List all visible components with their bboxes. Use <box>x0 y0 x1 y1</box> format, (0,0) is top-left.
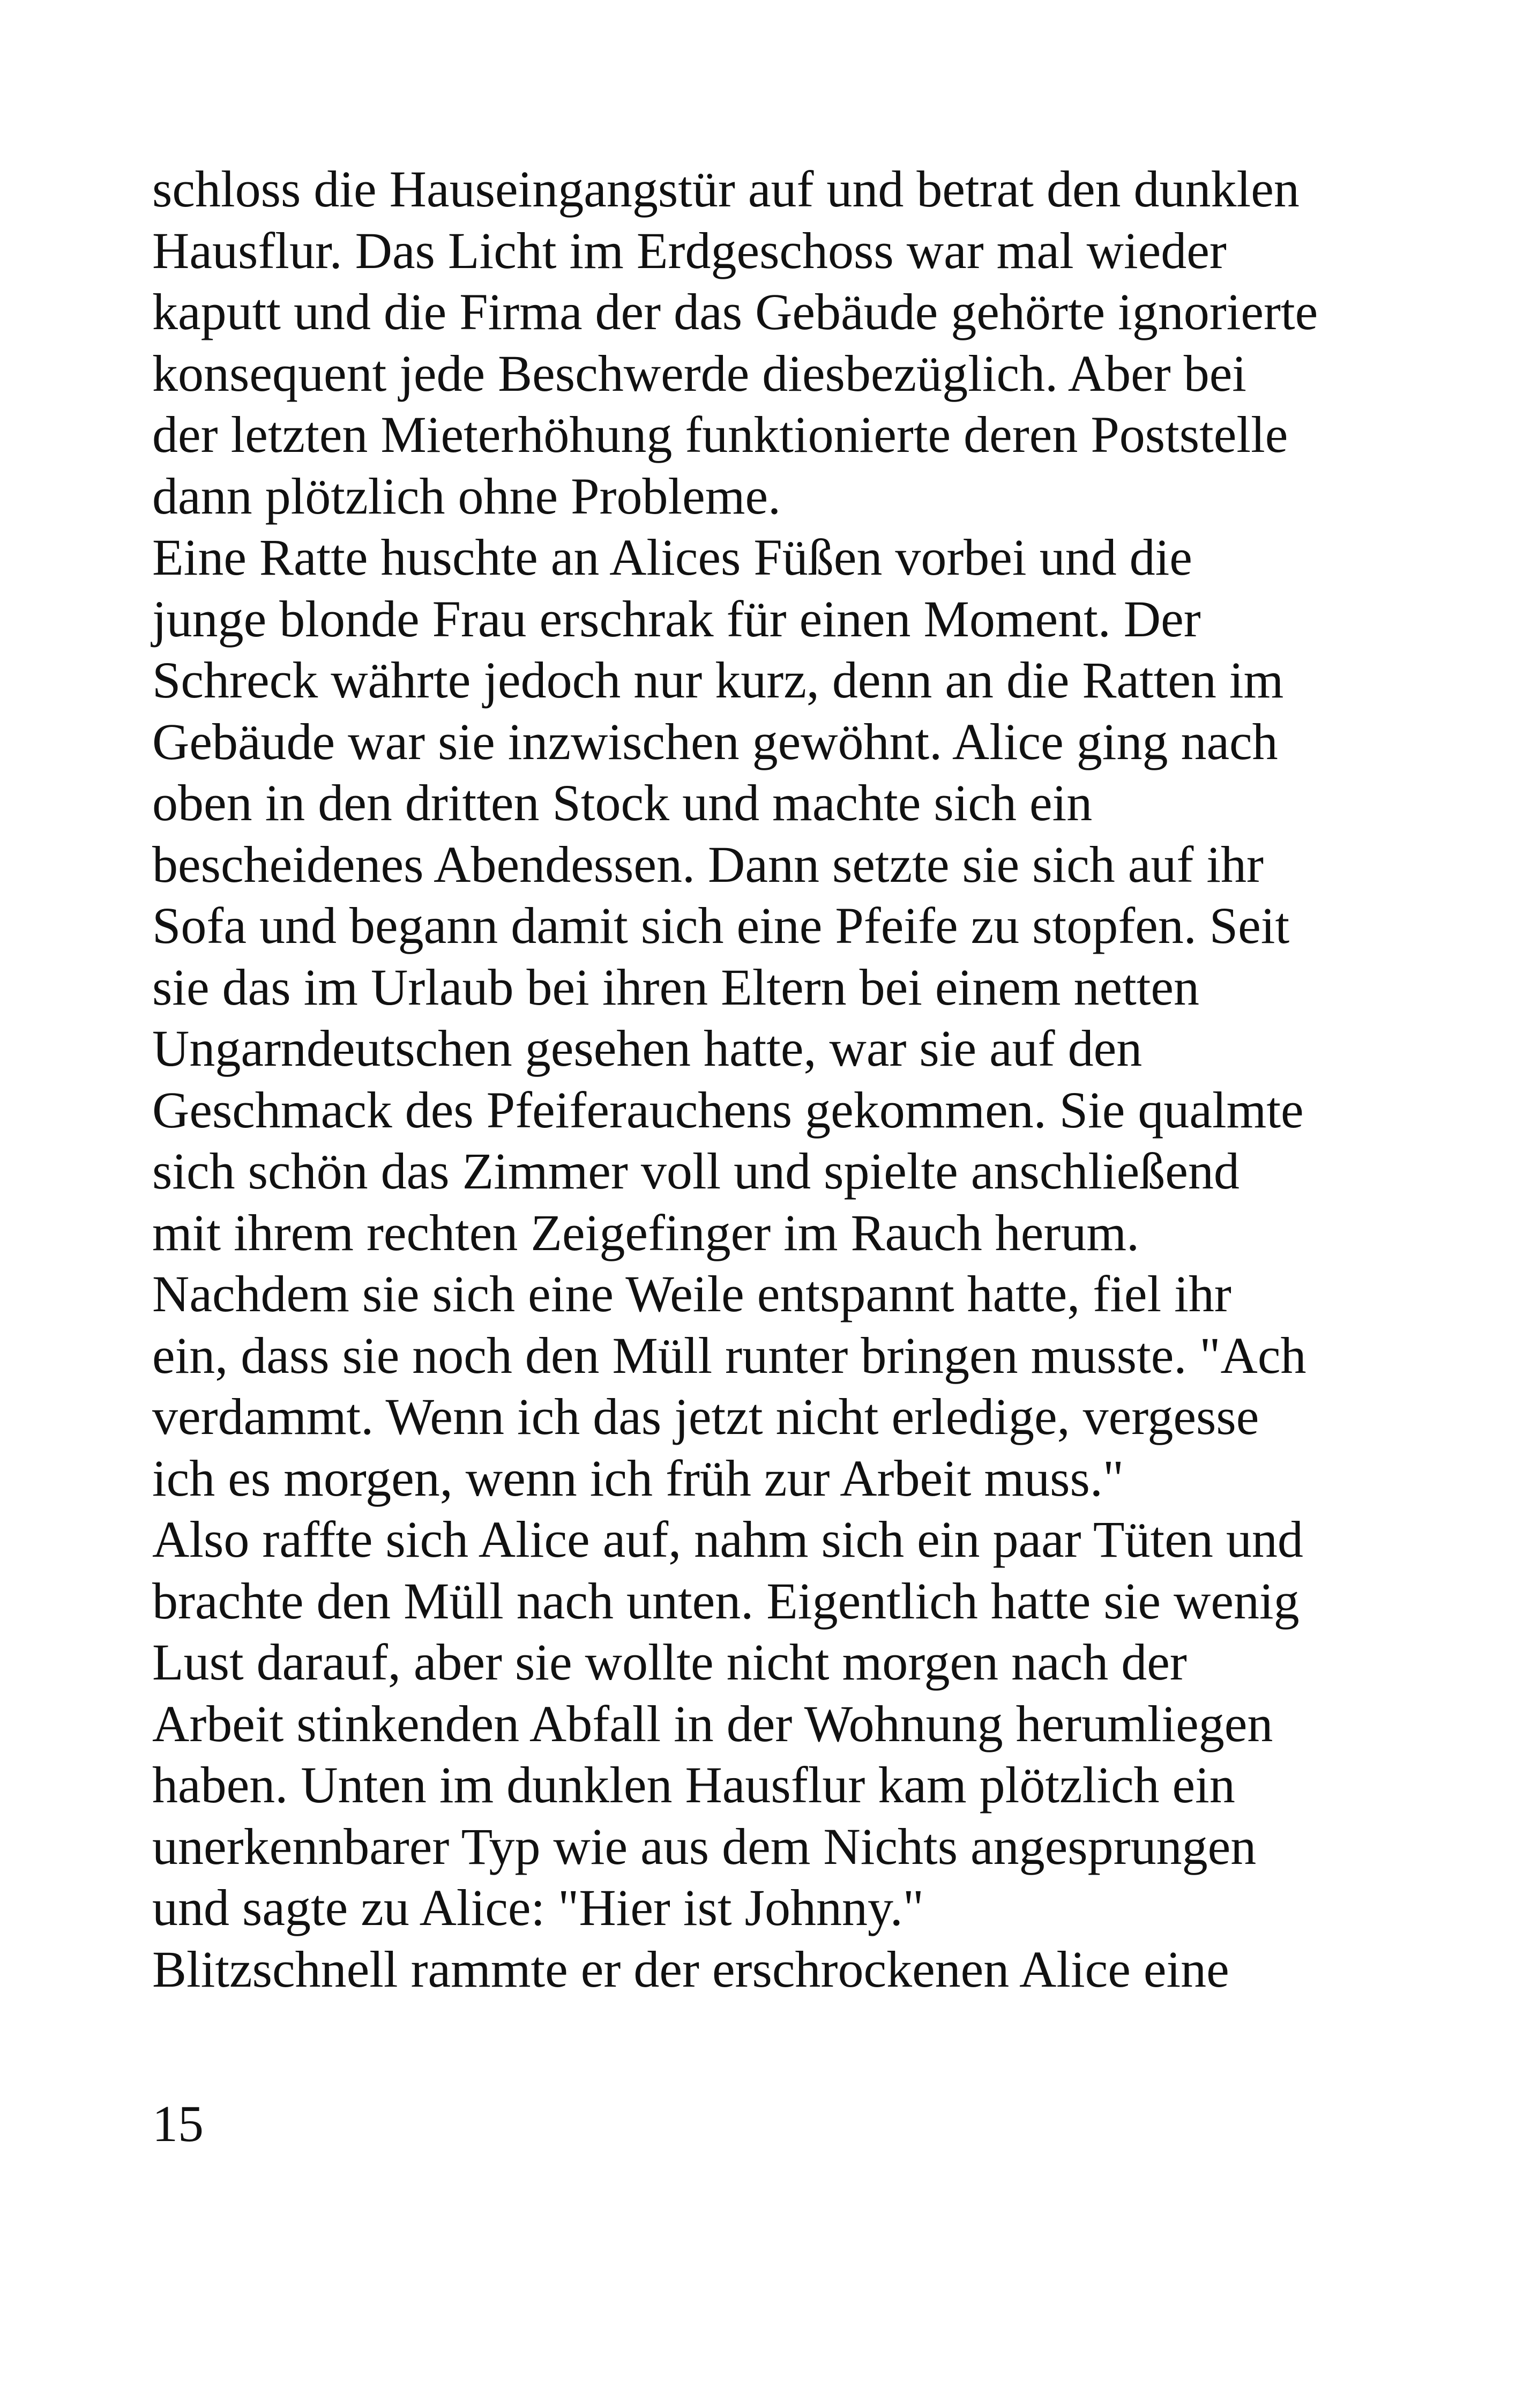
text-line: haben. Unten im dunklen Hausflur kam plötzlich ein <box>152 1756 1235 1814</box>
text-line: sie das im Urlaub bei ihren Eltern bei einem netten <box>152 958 1200 1016</box>
text-line: ein, dass sie noch den Müll runter bringen musste. "Ach <box>152 1326 1307 1384</box>
text-line: Hausflur. Das Licht im Erdgeschoss war mal wieder <box>152 221 1227 279</box>
text-line: Schreck währte jedoch nur kurz, denn an die Ratten im <box>152 651 1284 709</box>
text-line: konsequent jede Beschwerde diesbezüglich. Aber bei <box>152 344 1246 402</box>
text-line: und sagte zu Alice: "Hier ist Johnny." <box>152 1879 924 1936</box>
text-line: sich schön das Zimmer voll und spielte anschließend <box>152 1142 1240 1200</box>
text-line: Sofa und begann damit sich eine Pfeife zu stopfen. Seit <box>152 897 1290 954</box>
text-line: Eine Ratte huschte an Alices Füßen vorbei und die <box>152 529 1192 586</box>
text-line: Gebäude war sie inzwischen gewöhnt. Alice ging nach <box>152 712 1278 770</box>
text-line: Lust darauf, aber sie wollte nicht morgen nach der <box>152 1633 1187 1691</box>
text-line: oben in den dritten Stock und machte sich ein <box>152 774 1093 831</box>
text-line: Nachdem sie sich eine Weile entspannt hatte, fiel ihr <box>152 1265 1231 1322</box>
page-number: 15 <box>152 2095 204 2152</box>
text-line: bescheidenes Abendessen. Dann setzte sie sich auf ihr <box>152 835 1264 893</box>
text-line: Blitzschnell rammte er der erschrockenen Alice eine <box>152 1940 1229 1998</box>
text-line: Ungarndeutschen gesehen hatte, war sie auf den <box>152 1020 1143 1077</box>
text-line: unerkennbarer Typ wie aus dem Nichts angesprungen <box>152 1817 1257 1875</box>
text-line: brachte den Müll nach unten. Eigentlich hatte sie wenig <box>152 1572 1300 1630</box>
text-line: schloss die Hauseingangstür auf und betrat den dunklen <box>152 160 1300 218</box>
text-line: Also raffte sich Alice auf, nahm sich ein paar Tüten und <box>152 1511 1303 1568</box>
text-line: Geschmack des Pfeiferauchens gekommen. Sie qualmte <box>152 1081 1304 1139</box>
text-line: junge blonde Frau erschrak für einen Moment. Der <box>152 590 1201 648</box>
text-line: kaputt und die Firma der das Gebäude gehörte ignorierte <box>152 283 1318 340</box>
text-line: ich es morgen, wenn ich früh zur Arbeit muss." <box>152 1449 1124 1507</box>
text-line: der letzten Mieterhöhung funktionierte deren Poststelle <box>152 406 1288 463</box>
text-line: Arbeit stinkenden Abfall in der Wohnung herumliegen <box>152 1694 1273 1752</box>
text-line: verdammt. Wenn ich das jetzt nicht erledige, vergesse <box>152 1388 1259 1445</box>
body-text <box>152 159 1438 2000</box>
text-line: dann plötzlich ohne Probleme. <box>152 467 781 525</box>
text-line: mit ihrem rechten Zeigefinger im Rauch herum. <box>152 1203 1139 1261</box>
